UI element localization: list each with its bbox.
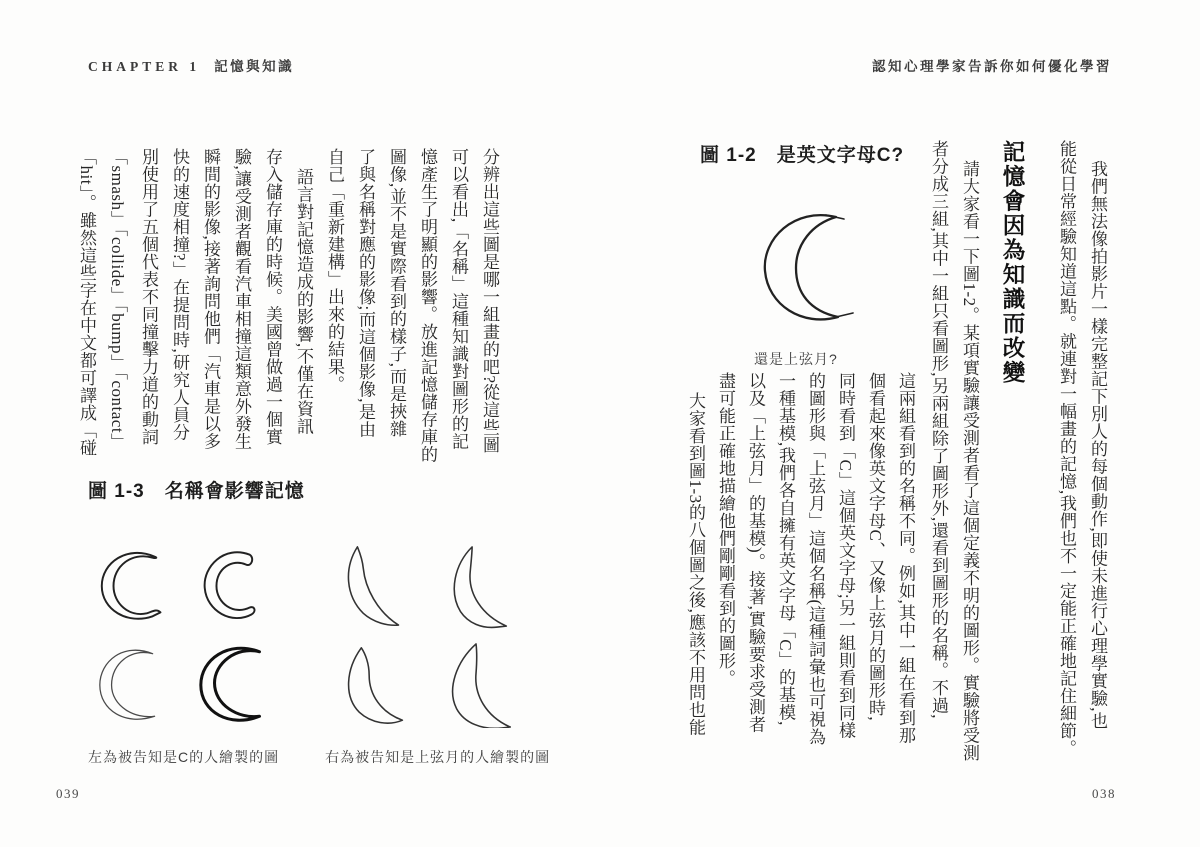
c-group-drawings bbox=[88, 537, 284, 731]
text-column: 快的速度相撞?」在提問時,研究人員分 bbox=[170, 148, 189, 441]
right-page-number: 038 bbox=[1092, 786, 1116, 801]
text-column: 「hit」。雖然這些字在中文都可譯成「碰 bbox=[77, 148, 96, 457]
text-column: 請大家看一下圖1-2。某項實驗讓受測者看了這個定義不明的圖形。實驗將受測 bbox=[960, 159, 979, 762]
text-column: 圖像,並不是實際看到的樣子,而是挾雜 bbox=[387, 148, 406, 438]
figure-1-2-title: 圖 1-2 是英文字母C? bbox=[700, 145, 905, 166]
text-column: 盡可能正確地描繪他們剛剛看到的圖形。 bbox=[716, 372, 735, 687]
text-column: 分辨出這些圖是哪一組畫的吧?從這些圖 bbox=[480, 148, 499, 454]
right-page-lower-text bbox=[680, 372, 920, 760]
right-page-main-text bbox=[923, 140, 1113, 762]
text-column: 存入儲存庫的時候。美國曾做過一個實 bbox=[263, 148, 282, 446]
text-column: 「smash」「collide」「bump」「contact」 bbox=[108, 148, 127, 451]
text-column: 大家看到圖1-3的八個圖之後,應該不用問也能 bbox=[686, 391, 705, 736]
right-running-head: 認知心理學家告訴你如何優化學習 bbox=[872, 59, 1112, 74]
left-running-head bbox=[88, 55, 294, 75]
figure-1-2-drawing bbox=[752, 205, 870, 333]
text-column: 個看起來像英文字母C、又像上弦月的圖形時, bbox=[866, 372, 885, 722]
crescent-moon-drawing-icon bbox=[752, 205, 870, 333]
figure-1-3-title: 圖 1-3 名稱會影響記憶 bbox=[88, 481, 305, 502]
c-shape-drawing-icon bbox=[193, 640, 281, 728]
left-page-body-text bbox=[65, 148, 505, 466]
text-column: 我們無法像拍影片一樣完整記下別人的每個動作,即使未進行心理學實驗,也 bbox=[1088, 159, 1107, 730]
text-column: 一種基模,我們各自擁有英文字母「C」的基模, bbox=[776, 372, 795, 726]
chapter-label: CHAPTER 1 bbox=[88, 59, 201, 74]
chapter-title: 記憶與知識 bbox=[214, 59, 295, 74]
text-column: 憶產生了明顯的影響。放進記憶儲存庫的 bbox=[418, 148, 437, 463]
text-column: 的圖形與「上弦月」這個名稱(這種詞彙也可視為 bbox=[806, 372, 825, 746]
figure-1-3-drawings bbox=[88, 537, 520, 731]
text-column: 別使用了五個代表不同撞擊力道的動詞 bbox=[139, 148, 158, 446]
crescent-group-drawings bbox=[328, 537, 524, 731]
text-column: 這兩組看到的名稱不同。例如,其中一組在看到那 bbox=[896, 372, 915, 745]
crescent-drawing-icon bbox=[332, 541, 420, 629]
text-column: 驗,讓受測者觀看汽車相撞這類意外發生 bbox=[232, 148, 251, 451]
text-column: 自己「重新建構」出來的結果。 bbox=[325, 148, 344, 393]
figure-1-2 bbox=[700, 140, 920, 369]
caption-left-group: 左為被告知是C的人繪製的圖 bbox=[88, 749, 280, 765]
section-title: 記憶會因為知識而改變 bbox=[1000, 140, 1025, 385]
caption-right-group: 右為被告知是上弦月的人繪製的圖 bbox=[325, 749, 551, 765]
text-column: 語言對記憶造成的影響,不僅在資訊 bbox=[294, 167, 313, 435]
c-shape-drawing-icon bbox=[193, 541, 281, 629]
text-column: 同時看到「C」這個英文字母;另一組則看到同樣 bbox=[836, 372, 855, 740]
text-column: 瞬間的影像,接著詢問他們「汽車是以多 bbox=[201, 148, 220, 451]
text-column: 了與名稱對應的影像;而這個影像,是由 bbox=[356, 148, 375, 438]
text-column: 可以看出,「名稱」這種知識對圖形的記 bbox=[449, 148, 468, 451]
c-shape-drawing-icon bbox=[92, 640, 180, 728]
figure-1-2-caption: 還是上弦月? bbox=[754, 351, 838, 367]
crescent-drawing-icon bbox=[433, 640, 521, 728]
crescent-drawing-icon bbox=[332, 640, 420, 728]
text-column: 能從日常經驗知道這點。就連對一幅畫的記憶,我們也不一定能正確地記住細節。 bbox=[1057, 140, 1076, 758]
text-column: 以及「上弦月」的基模)。接著,實驗要求受測者 bbox=[746, 372, 765, 733]
crescent-drawing-icon bbox=[433, 541, 521, 629]
text-column: 者分成三組,其中一組只看圖形,另兩組除了圖形外,還看到圖形的名稱。不過, bbox=[929, 140, 948, 719]
c-shape-drawing-icon bbox=[92, 541, 180, 629]
figure-1-3-captions bbox=[88, 747, 551, 767]
left-page-number: 039 bbox=[56, 786, 80, 801]
figure-1-3 bbox=[88, 476, 551, 767]
